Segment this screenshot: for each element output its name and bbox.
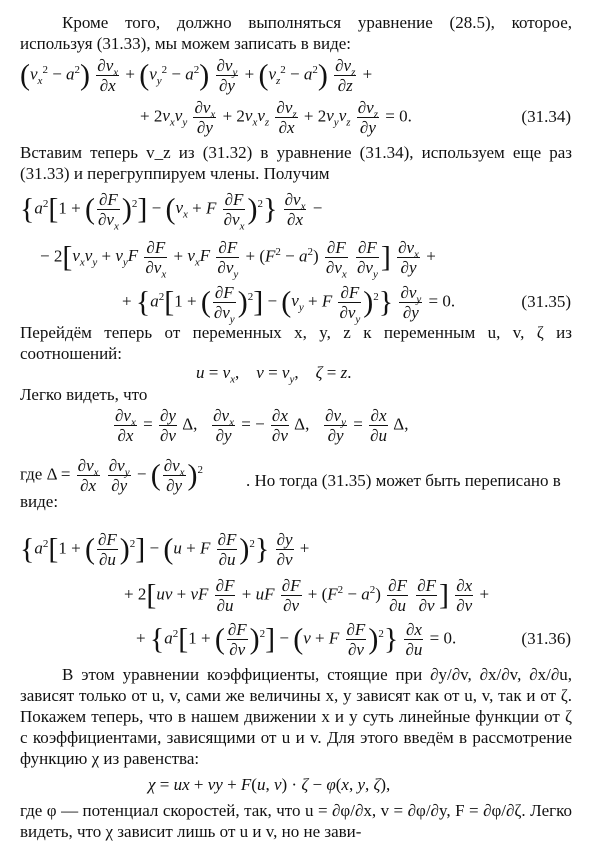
equation-substitution: $u = v_x$, $v = v_y$, ζ = z.	[196, 363, 352, 386]
equation-number-31-34: (31.34)	[521, 107, 571, 126]
paragraph-potential: где φ — потенциал скоростей, так, что u = ∂φ/∂x, v = ∂φ/∂y, F = ∂φ/∂ζ. Легко видеть, что χ зависит лишь от u и v, но не зави-	[20, 801, 572, 841]
equation-31-35-line2: − $2[v_xv_y + v_yF$ $\frac{\partial F}{\partial v_x}$ + $v_xF$ $\frac{\partial F}{\partial v_y}$ + $(F^2 - a^2)$ $\frac{\partial F}{\partial v_x}$ $\frac{\partial F}{\partial v_y}$ ] $\frac{\partial v_x}{\partial y}$ +	[40, 238, 436, 281]
paragraph-change-variables: Перейдём теперь от переменных x, y, z к переменным u, v, ζ из соотношений:	[20, 323, 572, 363]
equation-31-36-line1: {$a^2[1$ + ( $\frac{\partial F}{\partial u}$ )$^2$] − (u + F $\frac{\partial F}{\partial u}$ )$^2$} $\frac{\partial y}{\partial v}$ +	[20, 530, 310, 569]
equation-number-31-35: (31.35)	[521, 292, 571, 311]
delta-prefix: где Δ =	[20, 464, 71, 484]
equation-31-36-line3: + {$a^2[1$ + ( $\frac{\partial F}{\partial v}$ )$^2$] − (v + F $\frac{\partial F}{\partial v}$ )$^2$} $\frac{\partial x}{\partial u}$ = 0.	[136, 620, 457, 659]
equation-31-34-line1: $(v_x^2 - a^2)$ $\frac{\partial v_x}{\partial x}$ + $(v_y^2 - a^2)$ $\frac{\partial v_y}{\partial y}$ + $(v_z^2 - a^2)$ $\frac{\partial v_z}{\partial z}$ +	[20, 56, 373, 95]
equation-31-35-line1: {$a^2[1$ + ( $\frac{\partial F}{\partial v_x}$ )$^2] - (v_x + F$ $\frac{\partial F}{\partial v_x}$ )$^2$} $\frac{\partial v_x}{\partial x}$ −	[20, 190, 323, 233]
paragraph-coefficients: В этом уравнении коэффициенты, стоящие при ∂y/∂v, ∂x/∂v, ∂x/∂u, зависят только от u, v, сами же величины x, y зависят как от u, v, так и от ζ. Покажем теперь, что в нашем движении x и y суть линейные функции от ζ с коэффициентами, зависящими от u и v. Для этого введём в рассмотрение функцию χ из равенства:	[20, 665, 572, 768]
paragraph-insert: Вставим теперь v_z из (31.32) в уравнение (31.34), используем еще раз (31.33) и перегруппируем члены. Получим	[20, 143, 572, 183]
rewrite-text: . Но тогда (31.35) может быть переписано в виде:	[20, 471, 561, 511]
equation-chi: χ = ux + vy + F(u, v) · ζ − φ(x, y, ζ),	[148, 775, 391, 794]
paragraph-intro: Кроме того, должно выполняться уравнение (28.5), которое, используя (31.33), мы можем записать в виде:	[20, 13, 572, 53]
equation-31-36-line2: + 2[uv + vF $\frac{\partial F}{\partial u}$ + uF $\frac{\partial F}{\partial v}$ + $(F^2 - a^2)$ $\frac{\partial F}{\partial u}$ $\frac{\partial F}{\partial v}$ ] $\frac{\partial x}{\partial v}$ +	[124, 576, 490, 615]
equation-number-31-36: (31.36)	[521, 629, 571, 648]
equation-31-35-line3: + {$a^2[1$ + ( $\frac{\partial F}{\partial v_y}$ )$^2] - (v_y + F$ $\frac{\partial F}{\partial v_y}$ )$^2$} $\frac{\partial v_y}{\partial y}$ = 0.	[122, 283, 456, 326]
paragraph-delta: где Δ = $\frac{\partial v_x}{\partial x}$ $\frac{\partial v_y}{\partial y}$ − ( $\frac{\partial v_x}{\partial y}$ )$^2$	[20, 456, 204, 495]
equation-derivatives: $\frac{\partial v_x}{\partial x}$ = $\frac{\partial y}{\partial v}$ Δ, $\frac{\partial v_x}{\partial y}$ = − $\frac{\partial x}{\partial v}$ Δ, $\frac{\partial v_y}{\partial y}$ = $\frac{\partial x}{\partial u}$ Δ,	[115, 406, 409, 445]
paragraph-easy-see: Легко видеть, что	[20, 385, 148, 404]
paragraph-rewrite	[20, 470, 572, 512]
equation-31-34-line2: + $2v_xv_y$ $\frac{\partial v_x}{\partial y}$ + $2v_xv_z$ $\frac{\partial v_z}{\partial x}$ + $2v_yv_z$ $\frac{\partial v_z}{\partial y}$ = 0.	[140, 98, 412, 137]
